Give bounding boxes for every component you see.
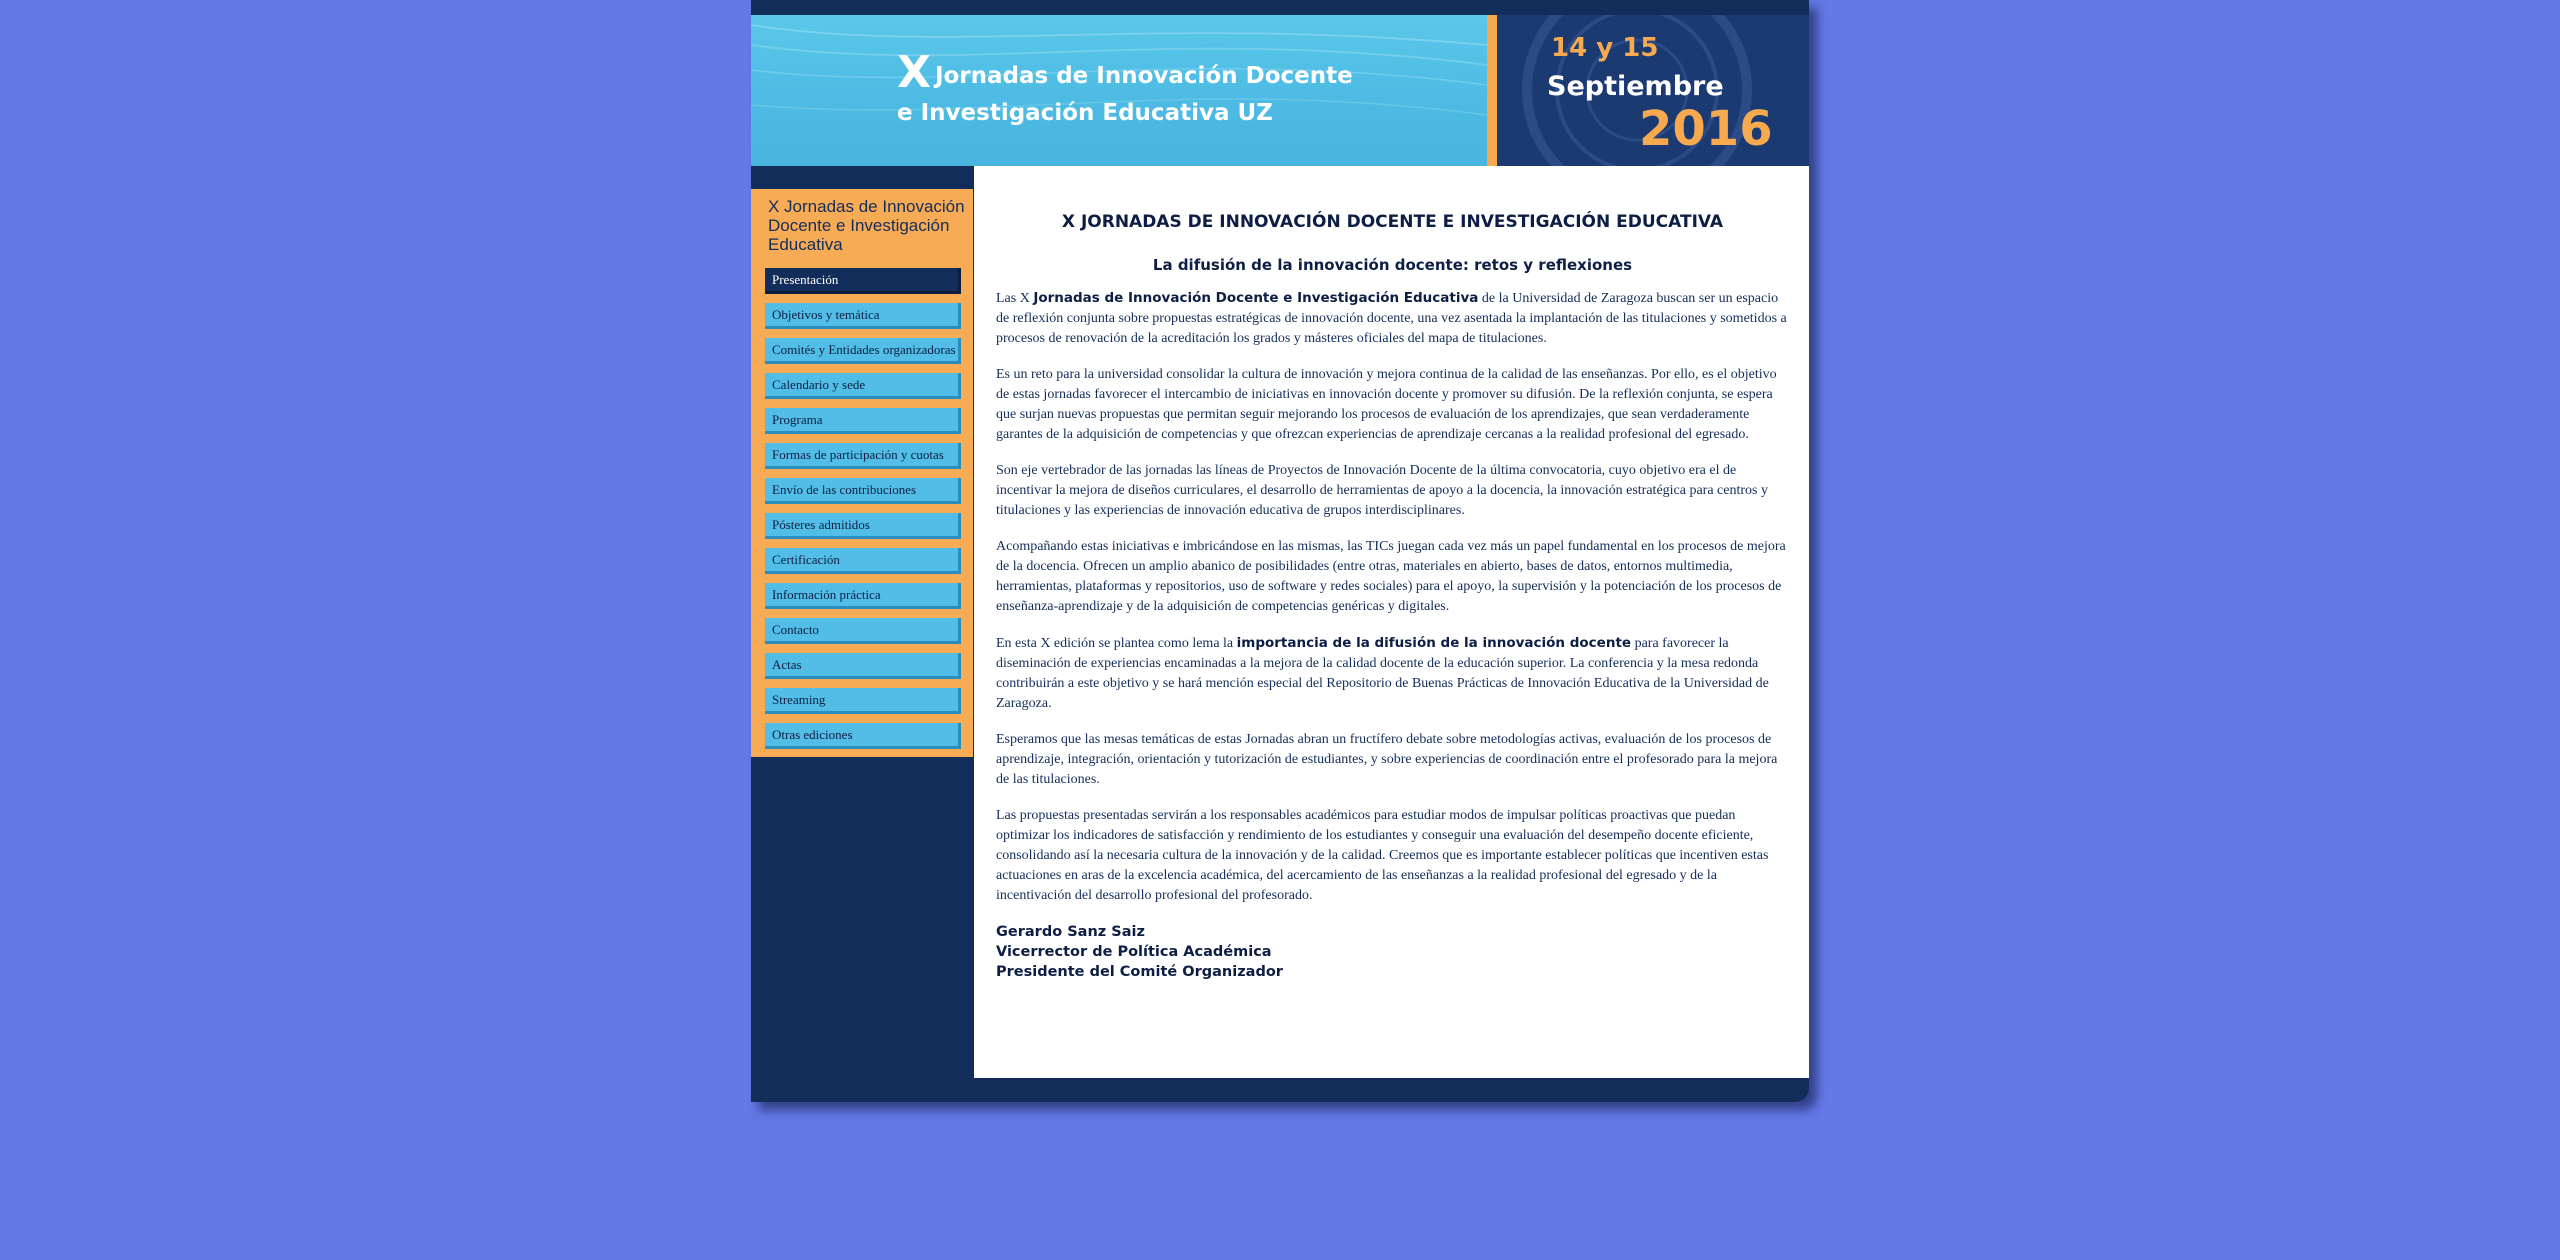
- paragraph-5-text-a: En esta X edición se plantea como lema la: [996, 636, 1237, 651]
- sidebar-item-contacto[interactable]: Contacto: [765, 618, 961, 644]
- sidebar-item-posteres[interactable]: Pósteres admitidos: [765, 513, 961, 539]
- sidebar-item-objetivos[interactable]: Objetivos y temática: [765, 303, 961, 329]
- banner-title-x: X: [897, 47, 931, 98]
- paragraph-7: Las propuestas presentadas servirán a los responsables académicos para estudiar modos de impulsar políticas proactivas que puedan optimizar los indicadores de satisfacción y rendimiento de los estudiantes y conseguir una evaluación del desempeño docente eficiente, consolidando así la necesaria cultura de la innovación y de la calidad. Creemos que es importante establecer políticas que incentiven estas actuaciones en aras de la excelencia académica, del acercamiento de las enseñanzas a la realidad profesional del egresado y de la incentivación del desarrollo profesional del profesorado.: [996, 808, 1769, 903]
- sidebar-item-streaming[interactable]: Streaming: [765, 688, 961, 714]
- sidebar-item-certificacion[interactable]: Certificación: [765, 548, 961, 574]
- banner-orange-stripe: [1487, 15, 1497, 166]
- main-content: [974, 166, 1809, 1078]
- page-subtitle: La difusión de la innovación docente: retos y reflexiones: [1152, 256, 1633, 274]
- signature-name: Gerardo Sanz Saiz: [996, 924, 1145, 940]
- sidebar-item-comites[interactable]: Comités y Entidades organizadoras: [765, 338, 961, 364]
- date-month: Septiembre: [1547, 71, 1724, 102]
- sidebar-item-presentacion[interactable]: Presentación: [765, 268, 961, 294]
- header-banner: [751, 15, 1809, 166]
- paragraph-1-text-a: Las X: [996, 291, 1034, 306]
- sidebar-item-otras-ediciones[interactable]: Otras ediciones: [765, 723, 961, 749]
- paragraph-4: Acompañando estas iniciativas e imbricándose en las mismas, las TICs juegan cada vez más un papel fundamental en los procesos de mejora de la docencia. Ofrecen un amplio abanico de posibilidades (entre otras, materiales en abierto, bases de datos, entornos multimedia, herramientas, plataformas y repositorios, uso de software y redes sociales) para el apoyo, la supervisión y la potenciación de los procesos de enseñanza-aprendizaje y de la adquisición de competencias genéricas y digitales.: [996, 539, 1786, 614]
- sidebar-title: X Jornadas de Innovación Docente e Investigación Educativa: [768, 197, 965, 254]
- page-title: X JORNADAS DE INNOVACIÓN DOCENTE E INVESTIGACIÓN EDUCATIVA: [1061, 212, 1724, 232]
- banner-title: [897, 47, 1353, 126]
- sidebar: [751, 189, 973, 757]
- banner-title-line1: Jornadas de Innovación Docente: [934, 63, 1353, 89]
- sidebar-item-actas[interactable]: Actas: [765, 653, 961, 679]
- signature-block: [996, 922, 1789, 982]
- paragraph-5-bold: importancia de la difusión de la innovación docente: [1236, 635, 1632, 651]
- signature-role-2: Presidente del Comité Organizador: [996, 964, 1283, 980]
- sidebar-menu: [765, 268, 969, 758]
- paragraph-5: [996, 633, 1789, 714]
- sidebar-item-programa[interactable]: Programa: [765, 408, 961, 434]
- paragraph-2: Es un reto para la universidad consolidar la cultura de innovación y mejora continua de la calidad de las enseñanzas. Por ello, es el objetivo de estas jornadas favorecer el intercambio de iniciativas en innovación docente y promover su difusión. De la reflexión conjunta, se espera que surjan nuevas propuestas que permitan seguir mejorando los procesos de evaluación de los aprendizajes, que sean verdaderamente garantes de la adquisición de competencias y que ofrezcan experiencias de aprendizaje cercanas a la realidad profesional del egresado.: [996, 367, 1777, 442]
- sidebar-item-calendario[interactable]: Calendario y sede: [765, 373, 961, 399]
- signature-role-1: Vicerrector de Política Académica: [996, 944, 1272, 960]
- banner-title-line2: e Investigación Educativa UZ: [897, 100, 1273, 126]
- paragraph-3: Son eje vertebrador de las jornadas las líneas de Proyectos de Innovación Docente de la última convocatoria, cuyo objetivo era el de incentivar la mejora de diseños curriculares, el desarrollo de herramientas de apoyo a la docencia, la innovación estratégica para centros y titulaciones y las experiencias de innovación educativa de grupos interdisciplinares.: [996, 463, 1768, 518]
- date-year: 2016: [1639, 101, 1773, 157]
- page-container: [751, 0, 1809, 1102]
- sidebar-item-formas-participacion[interactable]: Formas de participación y cuotas: [765, 443, 961, 469]
- paragraph-6: Esperamos que las mesas temáticas de estas Jornadas abran un fructífero debate sobre metodologías activas, evaluación de los procesos de aprendizaje, integración, orientación y tutorización de estudiantes, y sobre experiencias de coordinación entre el profesorado para la mejora de las titulaciones.: [996, 732, 1778, 787]
- banner-title-area: [751, 15, 1487, 166]
- sidebar-item-informacion[interactable]: Información práctica: [765, 583, 961, 609]
- banner-date-area: [1497, 15, 1809, 166]
- date-days: 14 y 15: [1551, 33, 1659, 63]
- sidebar-item-envio[interactable]: Envío de las contribuciones: [765, 478, 961, 504]
- paragraph-1-bold: Jornadas de Innovación Docente e Investigación Educativa: [1033, 290, 1479, 306]
- paragraph-5-text-c: para favorecer la diseminación de experiencias encaminadas a la mejora de la calidad docente de la educación superior. La conferencia y la mesa redonda contribuirán a este objetivo y se hará mención especial del Repositorio de Buenas Prácticas de Innovación Educativa de la Universidad de Zaragoza.: [996, 636, 1769, 711]
- paragraph-1: [996, 288, 1789, 349]
- paragraph-1-text-c: de la Universidad de Zaragoza buscan ser un espacio de reflexión conjunta sobre propuestas estratégicas de innovación docente, una vez asentada la implantación de las titulaciones y sometidos a procesos de renovación de la acreditación los grados y másteres oficiales del mapa de titulaciones.: [996, 291, 1787, 346]
